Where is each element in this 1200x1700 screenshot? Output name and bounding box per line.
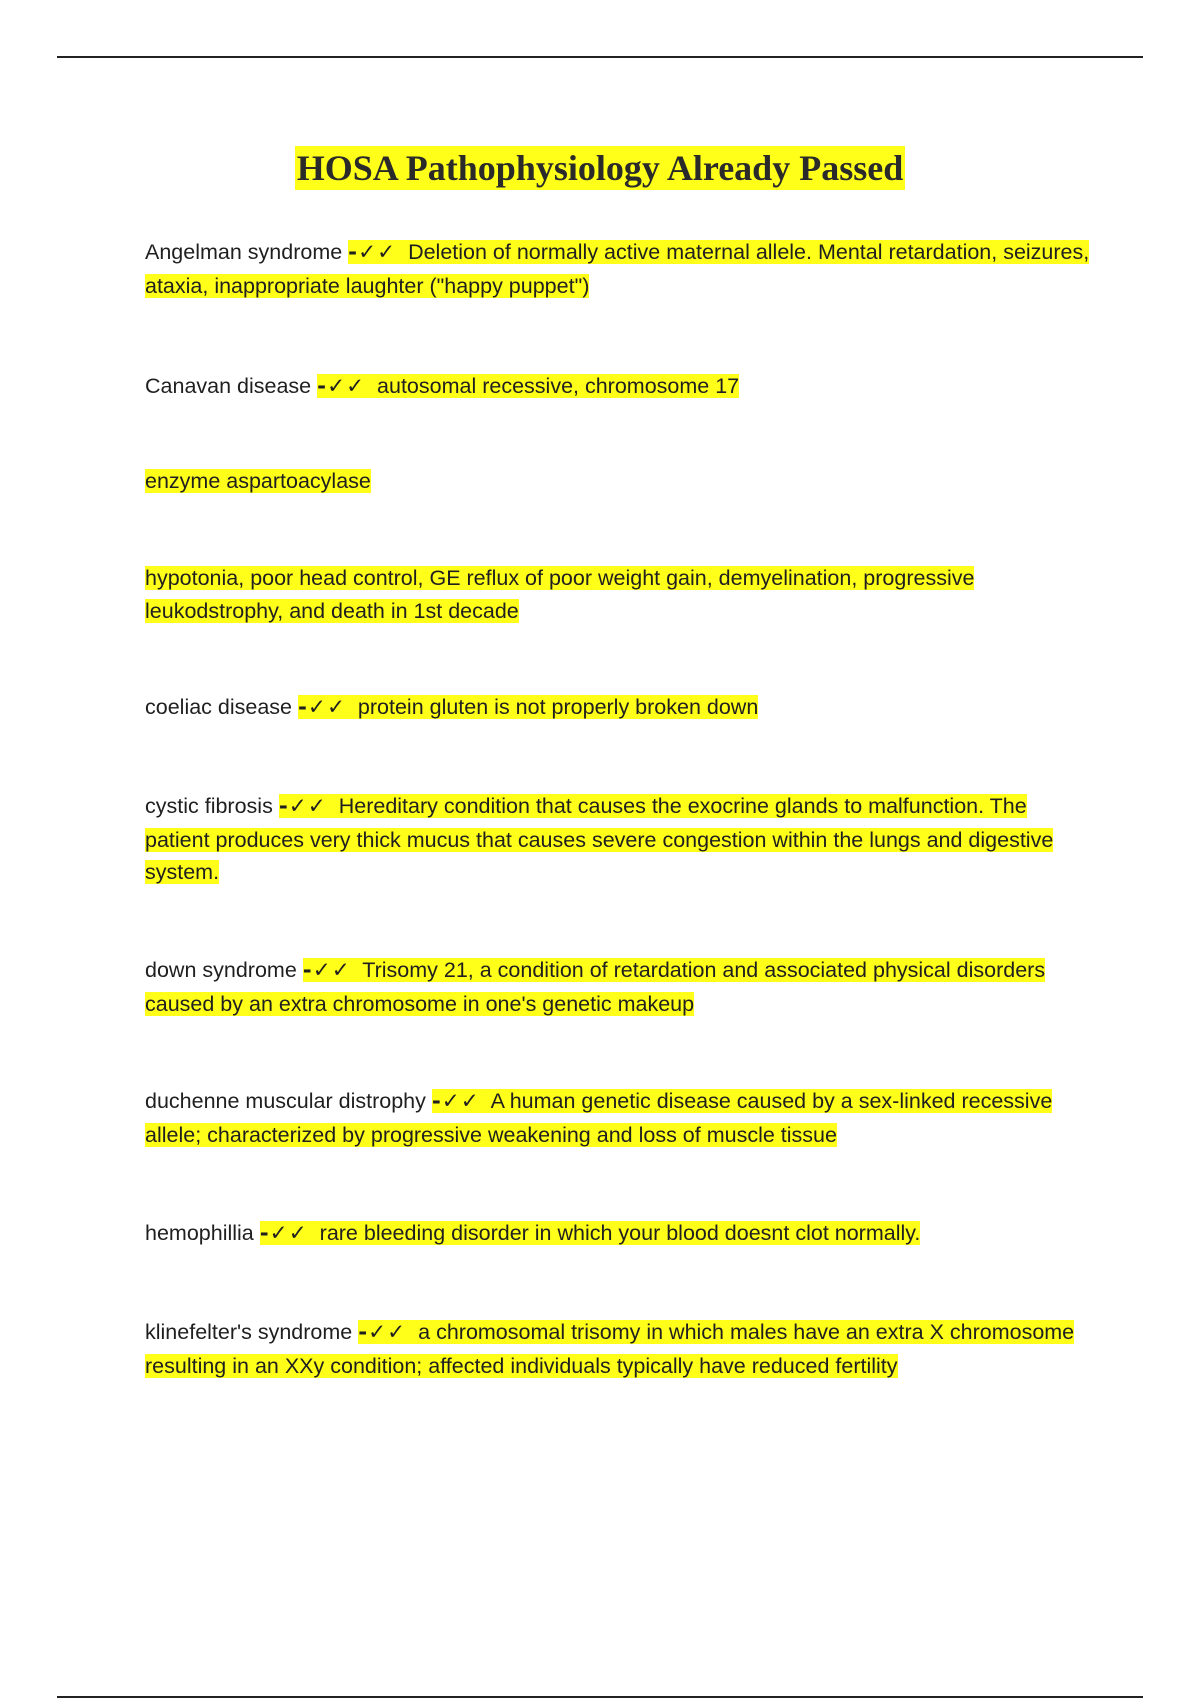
check-icon: -✓✓ xyxy=(302,958,351,983)
entry-definition: Hereditary condition that causes the exocrine glands to malfunction. The patient produces very thick mucus that causes severe congestion within the lungs and digestive system. xyxy=(145,794,1054,884)
check-icon: -✓✓ xyxy=(431,1089,480,1114)
entry-continuation-paragraph xyxy=(145,465,1090,498)
entry-definition: A human genetic disease caused by a sex-linked recessive allele; characterized by progressive weakening and loss of muscle tissue xyxy=(145,1089,1053,1147)
entry-term: klinefelter's syndrome xyxy=(145,1320,353,1344)
title-container xyxy=(0,146,1200,190)
check-icon: -✓✓ xyxy=(298,695,346,720)
entry-term: Angelman syndrome xyxy=(145,240,343,264)
entry-definition: autosomal recessive, chromosome 17 xyxy=(377,374,740,398)
check-icon: -✓✓ xyxy=(348,240,397,265)
page-title: HOSA Pathophysiology Already Passed xyxy=(296,148,904,188)
entry-definition: Trisomy 21, a condition of retardation and associated physical disorders caused by an extra chromosome in one's genetic makeup xyxy=(145,958,1046,1016)
entry-term: coeliac disease xyxy=(145,695,293,719)
entry-hemophillia xyxy=(145,1217,1090,1251)
entry-definition: a chromosomal trisomy in which males have an extra X chromosome resulting in an XXy condition; affected individuals typically have reduced fertility xyxy=(145,1320,1075,1378)
entry-term: hemophillia xyxy=(145,1221,254,1245)
entry-klinefelters-syndrome xyxy=(145,1316,1090,1382)
top-rule xyxy=(57,56,1143,58)
entry-definition: protein gluten is not properly broken down xyxy=(357,695,759,719)
entry-definition: Deletion of normally active maternal allele. Mental retardation, seizures, ataxia, inappropriate laughter ("happy puppet") xyxy=(145,240,1090,298)
entry-paragraph: enzyme aspartoacylase xyxy=(145,469,371,493)
entry-paragraph: hypotonia, poor head control, GE reflux of poor weight gain, demyelination, progressive leukodstrophy, and death in 1st decade xyxy=(145,566,975,623)
entry-coeliac-disease xyxy=(145,691,1090,725)
entry-term: Canavan disease xyxy=(145,374,312,398)
check-icon: -✓✓ xyxy=(317,374,366,399)
entry-down-syndrome xyxy=(145,954,1090,1020)
entry-term: cystic fibrosis xyxy=(145,794,273,818)
bottom-rule xyxy=(57,1696,1143,1698)
entry-definition: rare bleeding disorder in which your blood doesnt clot normally. xyxy=(319,1221,921,1245)
check-icon: -✓✓ xyxy=(259,1221,308,1246)
entry-continuation-paragraph xyxy=(145,562,1090,627)
entry-term: duchenne muscular distrophy xyxy=(145,1089,426,1113)
entry-cystic-fibrosis xyxy=(145,790,1090,889)
entry-duchenne-muscular-distrophy xyxy=(145,1085,1090,1151)
entry-canavan-disease xyxy=(145,370,1090,404)
entry-term: down syndrome xyxy=(145,958,297,982)
check-icon: -✓✓ xyxy=(358,1320,407,1345)
check-icon: -✓✓ xyxy=(278,794,327,819)
entry-angelman-syndrome xyxy=(145,236,1090,302)
